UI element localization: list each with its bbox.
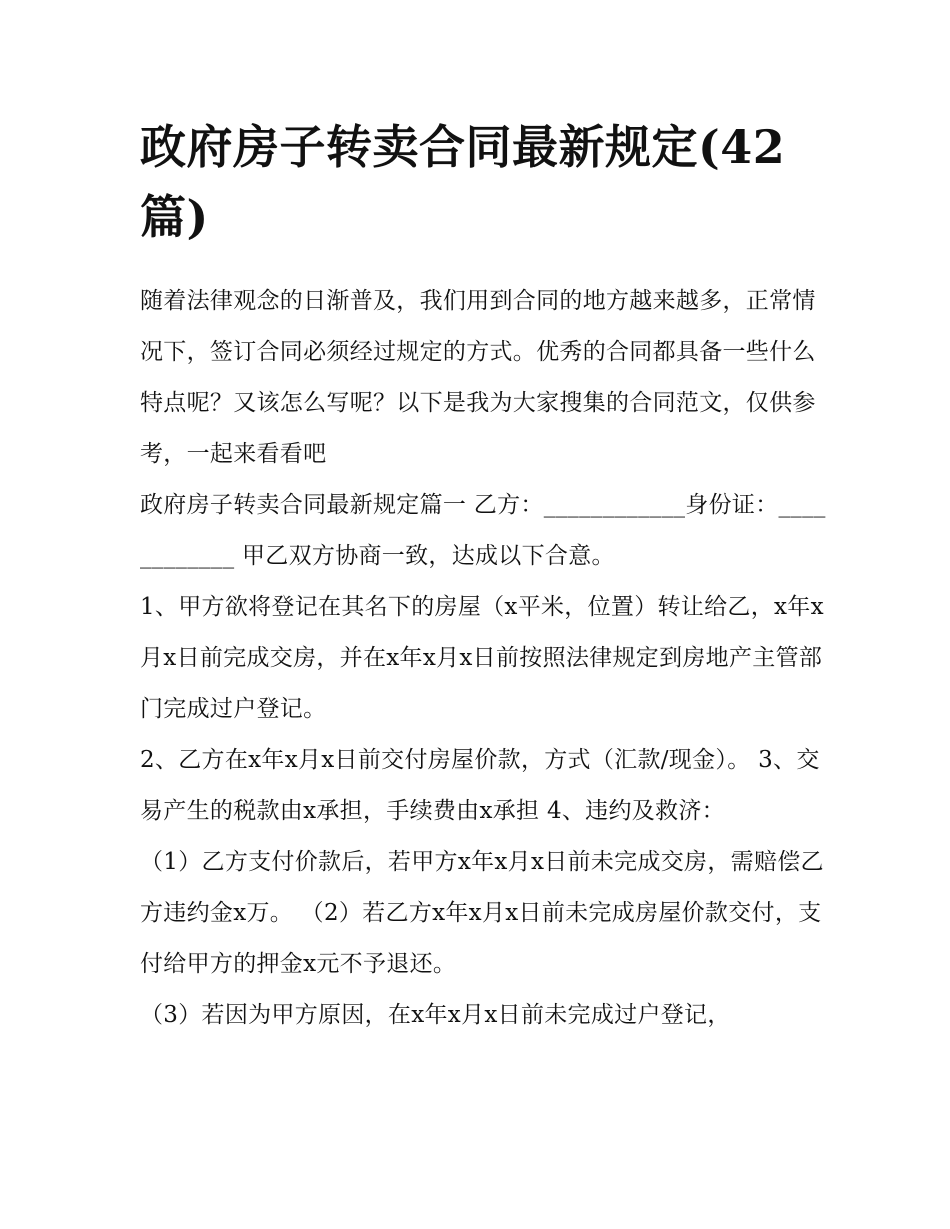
clause-2-paragraph: 2、乙方在x年x月x日前交付房屋价款，方式（汇款/现金）。 3、交易产生的税款由x承担，手续费由x承担 4、违约及救济： [140,747,820,824]
clause-4-3-paragraph: （3）若因为甲方原因，在x年x月x日前未完成过户登记， [140,1002,731,1028]
clause-1-paragraph: 1、甲方欲将登记在其名下的房屋（x平米，位置）转让给乙，x年x月x日前完成交房，并在x年x月x日前按照法律规定到房地产主管部门完成过户登记。 [140,594,824,722]
clause-4-1-paragraph: （1）乙方支付价款后，若甲方x年x月x日前未完成交房，需赔偿乙方违约金x万。 （2）若乙方x年x月x日前未完成房屋价款交付，支付给甲方的押金x元不予退还。 [140,849,824,977]
document-title: 政府房子转卖合同最新规定(42篇) [140,120,786,244]
contract-header-paragraph: 政府房子转卖合同最新规定篇一 乙方：____________身份证：____________ 甲乙双方协商一致，达成以下合意。 [140,492,826,569]
document-body [140,276,830,1041]
intro-paragraph: 随着法律观念的日渐普及，我们用到合同的地方越来越多，正常情况下，签订合同必须经过规定的方式。优秀的合同都具备一些什么特点呢？又该怎么写呢？以下是我为大家搜集的合同范文，仅供参考，一起来看看吧 [140,288,816,467]
document-page [140,112,830,1041]
